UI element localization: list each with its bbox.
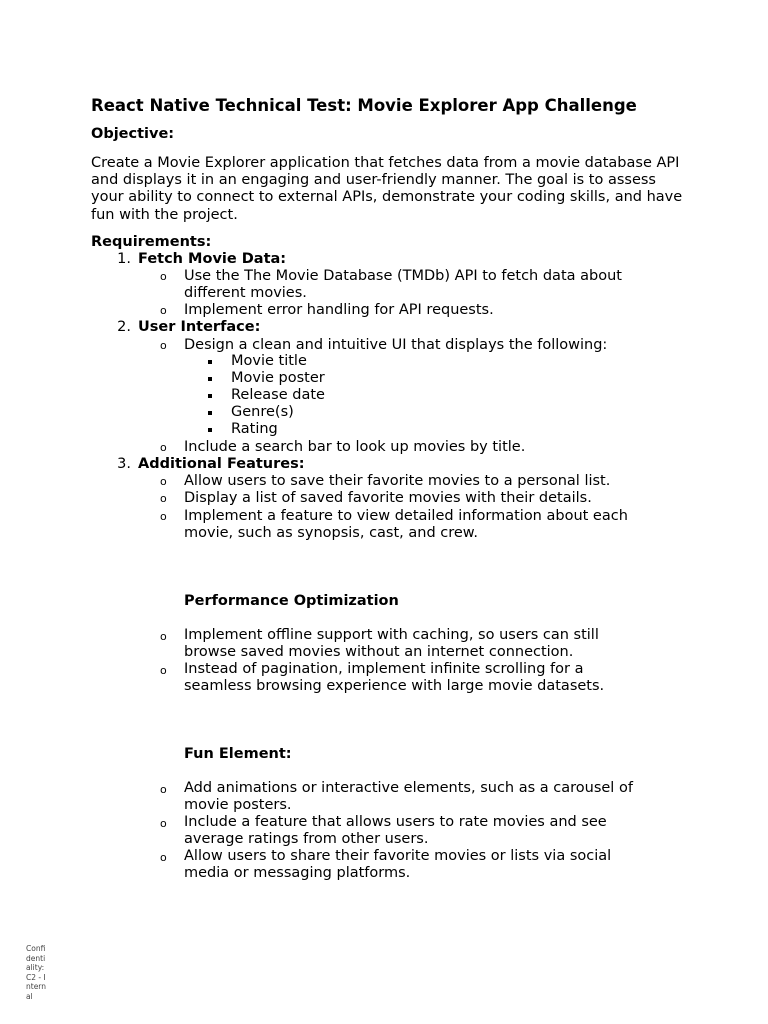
list-item: Design a clean and intuitive UI that displays the following: — [184, 337, 608, 353]
circle-bullet-icon: o — [160, 664, 167, 677]
requirement-label: Fetch Movie Data: — [138, 251, 287, 267]
fun-heading: Fun Element: — [184, 746, 292, 762]
list-item-continuation: browse saved movies without an internet connection. — [184, 644, 574, 660]
list-item: Include a search bar to look up movies by title. — [184, 439, 526, 455]
list-item: Implement offline support with caching, so users can still — [184, 627, 599, 643]
list-item-continuation: movie, such as synopsis, cast, and crew. — [184, 525, 478, 541]
requirements-heading: Requirements: — [91, 234, 212, 250]
circle-bullet-icon: o — [160, 339, 167, 352]
circle-bullet-icon: o — [160, 783, 167, 796]
square-bullet-icon — [208, 428, 212, 432]
circle-bullet-icon: o — [160, 630, 167, 643]
list-item-continuation: average ratings from other users. — [184, 831, 429, 847]
requirement-label: User Interface: — [138, 319, 261, 335]
circle-bullet-icon: o — [160, 270, 167, 283]
square-bullet-icon — [208, 360, 212, 364]
list-item-continuation: movie posters. — [184, 797, 292, 813]
square-bullet-icon — [208, 411, 212, 415]
list-item: Allow users to share their favorite movies or lists via social — [184, 848, 612, 864]
requirement-label: Additional Features: — [138, 456, 305, 472]
list-item: Use the The Movie Database (TMDb) API to fetch data about — [184, 268, 622, 284]
list-item-continuation: different movies. — [184, 285, 307, 301]
list-item: Allow users to save their favorite movies to a personal list. — [184, 473, 611, 489]
sub-list-item: Movie poster — [231, 370, 325, 386]
circle-bullet-icon: o — [160, 441, 167, 454]
circle-bullet-icon: o — [160, 475, 167, 488]
sub-list-item: Genre(s) — [231, 404, 294, 420]
list-item: Instead of pagination, implement infinite scrolling for a — [184, 661, 584, 677]
list-item: Display a list of saved favorite movies with their details. — [184, 490, 592, 506]
circle-bullet-icon: o — [160, 510, 167, 523]
list-number: 2. — [117, 319, 131, 335]
sub-list-item: Movie title — [231, 353, 307, 369]
list-item: Add animations or interactive elements, such as a carousel of — [184, 780, 633, 796]
list-number: 1. — [117, 251, 131, 267]
square-bullet-icon — [208, 377, 212, 381]
list-item: Implement a feature to view detailed information about each — [184, 508, 628, 524]
sub-list-item: Rating — [231, 421, 278, 437]
sub-list-item: Release date — [231, 387, 325, 403]
list-item: Include a feature that allows users to rate movies and see — [184, 814, 607, 830]
confidentiality-footer: Confidentiality: C2 - Internal — [26, 944, 47, 1001]
list-item-continuation: seamless browsing experience with large movie datasets. — [184, 678, 605, 694]
performance-heading: Performance Optimization — [184, 593, 399, 609]
circle-bullet-icon: o — [160, 817, 167, 830]
document-title: React Native Technical Test: Movie Explorer App Challenge — [91, 96, 637, 115]
list-item-continuation: media or messaging platforms. — [184, 865, 411, 881]
list-number: 3. — [117, 456, 131, 472]
objective-text: Create a Movie Explorer application that fetches data from a movie database API and displays it in an engaging and user-friendly manner. The goal is to assess your ability to connect to external APIs, demonstrate your coding skills, and have fun with the project. — [91, 155, 683, 223]
square-bullet-icon — [208, 394, 212, 398]
circle-bullet-icon: o — [160, 492, 167, 505]
list-item: Implement error handling for API requests. — [184, 302, 494, 318]
circle-bullet-icon: o — [160, 304, 167, 317]
objective-heading: Objective: — [91, 126, 175, 142]
circle-bullet-icon: o — [160, 851, 167, 864]
